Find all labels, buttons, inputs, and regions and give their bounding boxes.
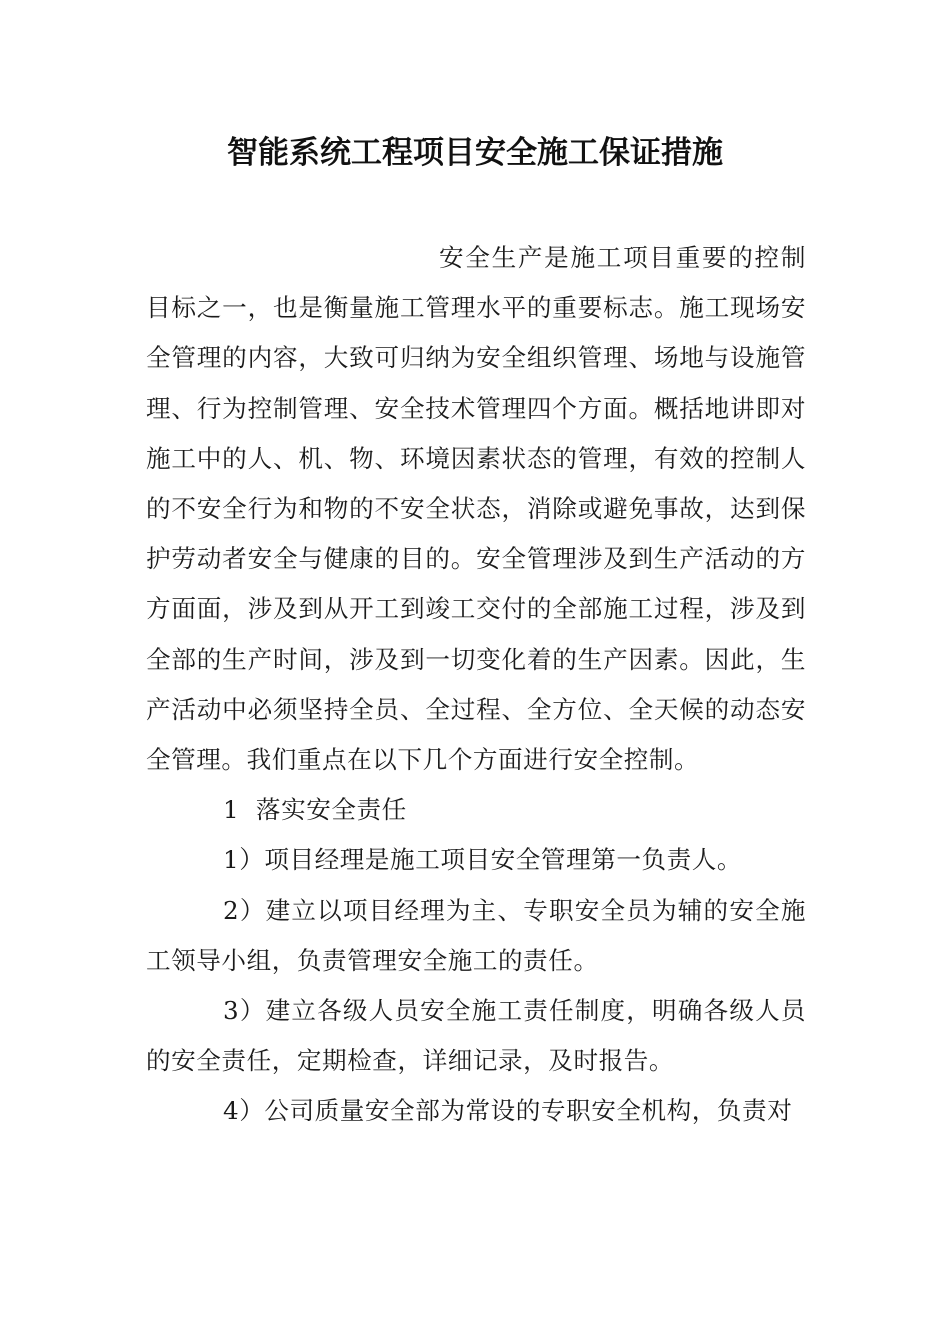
section-heading: 1 落实安全责任: [223, 795, 407, 825]
list-item: 4）公司质量安全部为常设的专职安全机构，负责对: [223, 1096, 793, 1126]
intro-paragraph: 安全生产是施工项目重要的控制目标之一，也是衡量施工管理水平的重要标志。施工现场安全管理的内容，大致可归纳为安全组织管理、场地与设施管理、行为控制管理、安全技术管理四个方面。概括地讲即对施工中的人、机、物、环境因素状态的管理，有效的控制人的不安全行为和物的不安全状态，消除或避免事故，达到保护劳动者安全与健康的目的。安全管理涉及到生产活动的方方面面，涉及到从开工到竣工交付的全部施工过程，涉及到全部的生产时间，涉及到一切变化着的生产因素。因此，生产活动中必须坚持全员、全过程、全方位、全天候的动态安全管理。我们重点在以下几个方面进行安全控制。: [146, 243, 806, 775]
document-body: [146, 233, 806, 1137]
list-item: 3）建立各级人员安全施工责任制度，明确各级人员的安全责任，定期检查，详细记录，及时报告。: [146, 996, 806, 1076]
list-item: 1）项目经理是施工项目安全管理第一负责人。: [223, 845, 743, 875]
document-title: 智能系统工程项目安全施工保证措施: [227, 135, 723, 171]
list-item: 2）建立以项目经理为主、专职安全员为辅的安全施工领导小组，负责管理安全施工的责任。: [146, 895, 806, 975]
